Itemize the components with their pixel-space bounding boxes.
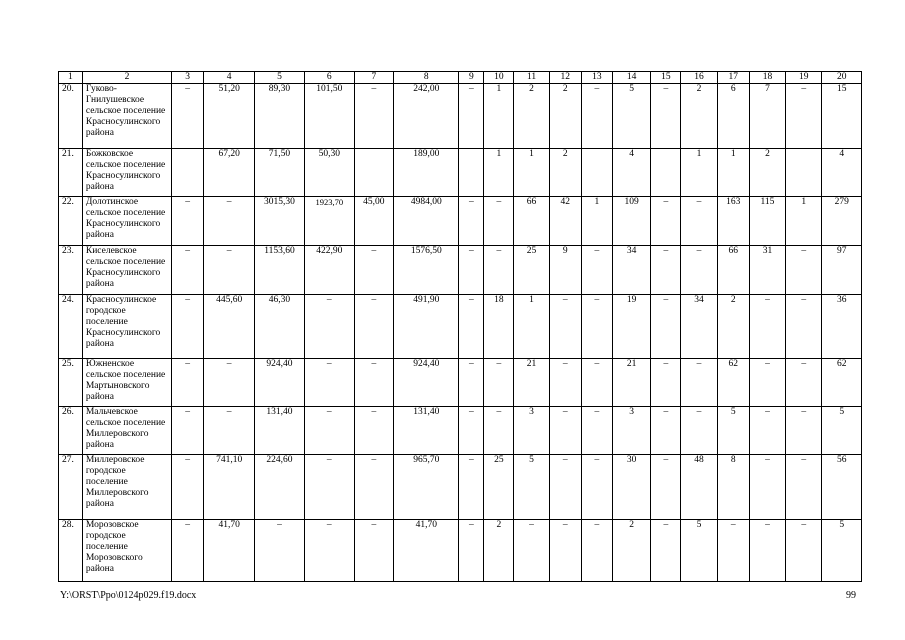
row-number: 26. (59, 407, 83, 455)
table-cell: 48 (681, 455, 717, 520)
table-cell: – (204, 359, 255, 407)
table-cell: – (484, 359, 514, 407)
table-cell: – (549, 455, 581, 520)
table-cell: 3 (612, 407, 650, 455)
table-cell: – (681, 197, 717, 246)
table-cell: 741,10 (204, 455, 255, 520)
table-cell (354, 149, 393, 197)
table-cell: 2 (514, 84, 549, 149)
table-cell: – (354, 407, 393, 455)
table-cell: – (786, 520, 822, 582)
table-cell: 1153,60 (255, 246, 305, 295)
table-cell: – (651, 359, 681, 407)
table-cell: – (717, 520, 749, 582)
table-row (59, 149, 862, 197)
table-cell: 62 (717, 359, 749, 407)
table-cell: 101,50 (304, 84, 354, 149)
table-cell: 1 (786, 197, 822, 246)
table-cell: – (255, 520, 305, 582)
table-cell: 41,70 (204, 520, 255, 582)
table-cell: – (786, 295, 822, 359)
table-cell: 3015,30 (255, 197, 305, 246)
table-cell: 965,70 (394, 455, 459, 520)
table-cell: – (172, 359, 204, 407)
table-cell: 131,40 (394, 407, 459, 455)
table-header-row (59, 72, 862, 84)
table-cell: 42 (549, 197, 581, 246)
table-cell: 115 (749, 197, 785, 246)
column-header: 4 (204, 72, 255, 84)
table-cell: – (786, 407, 822, 455)
table-cell: 924,40 (394, 359, 459, 407)
table-cell: 3 (514, 407, 549, 455)
column-header: 11 (514, 72, 549, 84)
table-cell: – (304, 295, 354, 359)
table-cell: 1 (717, 149, 749, 197)
table-cell: – (304, 455, 354, 520)
table-cell: – (172, 197, 204, 246)
table-cell: – (581, 455, 612, 520)
settlement-name: Морозовское городское поселение Морозовского района (82, 520, 171, 582)
settlement-name: Мальчевское сельское поселение Миллеровского района (82, 407, 171, 455)
table-cell: 2 (717, 295, 749, 359)
table-cell: – (651, 197, 681, 246)
table-cell: – (749, 359, 785, 407)
table-cell: – (172, 84, 204, 149)
table-cell: 8 (717, 455, 749, 520)
table-cell: 1576,50 (394, 246, 459, 295)
table-cell: 21 (612, 359, 650, 407)
table-cell: – (204, 407, 255, 455)
table-cell: – (749, 295, 785, 359)
settlement-name: Гуково-Гнилушевское сельское поселение Красносулинского района (82, 84, 171, 149)
table-cell: 19 (612, 295, 650, 359)
table-cell: 1 (681, 149, 717, 197)
settlement-name: Долотинское сельское поселение Красносулинского района (82, 197, 171, 246)
table-cell: 445,60 (204, 295, 255, 359)
table-cell: – (459, 407, 484, 455)
table-cell: – (786, 246, 822, 295)
row-number: 25. (59, 359, 83, 407)
table-cell: 5 (717, 407, 749, 455)
table-cell: – (172, 246, 204, 295)
table-cell: 46,30 (255, 295, 305, 359)
table-cell: 5 (822, 520, 862, 582)
column-header: 9 (459, 72, 484, 84)
settlement-name: Южненское сельское поселение Мартыновского района (82, 359, 171, 407)
table-cell (581, 149, 612, 197)
table-cell: 5 (612, 84, 650, 149)
table-cell: – (459, 520, 484, 582)
column-header: 19 (786, 72, 822, 84)
table-cell: 109 (612, 197, 650, 246)
column-header: 10 (484, 72, 514, 84)
table-cell: – (459, 246, 484, 295)
settlement-name: Киселевское сельское поселение Красносулинского района (82, 246, 171, 295)
table-cell: – (549, 407, 581, 455)
table-cell: 34 (681, 295, 717, 359)
table-cell: 25 (514, 246, 549, 295)
table-row (59, 520, 862, 582)
table-cell: 4 (822, 149, 862, 197)
table-cell: 4984,00 (394, 197, 459, 246)
table-cell: 491,90 (394, 295, 459, 359)
table-cell: 2 (612, 520, 650, 582)
table-cell: – (459, 359, 484, 407)
table-cell: 25 (484, 455, 514, 520)
table-cell: – (204, 246, 255, 295)
table-cell (459, 149, 484, 197)
table-cell: 62 (822, 359, 862, 407)
table-row (59, 84, 862, 149)
row-number: 23. (59, 246, 83, 295)
table-cell: – (681, 246, 717, 295)
row-number: 24. (59, 295, 83, 359)
table-cell: 279 (822, 197, 862, 246)
table-cell: 31 (749, 246, 785, 295)
table-cell: 1 (514, 149, 549, 197)
table-cell (172, 149, 204, 197)
table-cell: 56 (822, 455, 862, 520)
row-number: 22. (59, 197, 83, 246)
column-header: 8 (394, 72, 459, 84)
table-cell: – (581, 407, 612, 455)
column-header: 17 (717, 72, 749, 84)
table-cell: – (304, 520, 354, 582)
table-cell: – (651, 246, 681, 295)
table-cell: – (749, 520, 785, 582)
table-cell: – (651, 520, 681, 582)
table-cell: 1 (514, 295, 549, 359)
table-cell: – (204, 197, 255, 246)
table-cell: 4 (612, 149, 650, 197)
column-header: 16 (681, 72, 717, 84)
table-cell: 21 (514, 359, 549, 407)
table-cell: – (354, 455, 393, 520)
table-cell: – (304, 359, 354, 407)
table-cell: – (304, 407, 354, 455)
table-cell: – (354, 84, 393, 149)
settlement-name: Божковское сельское поселение Красносулинского района (82, 149, 171, 197)
settlement-name: Красносулинское городское поселение Красносулинского района (82, 295, 171, 359)
table-cell: – (459, 197, 484, 246)
table-row (59, 246, 862, 295)
table-cell: – (354, 246, 393, 295)
table-cell (786, 149, 822, 197)
table-cell: – (749, 407, 785, 455)
table-cell: 45,00 (354, 197, 393, 246)
table-cell: 6 (717, 84, 749, 149)
table-cell: – (484, 197, 514, 246)
table-cell: – (786, 84, 822, 149)
column-header: 12 (549, 72, 581, 84)
table-cell: 89,30 (255, 84, 305, 149)
table-cell: – (514, 520, 549, 582)
row-number: 28. (59, 520, 83, 582)
table-cell: 163 (717, 197, 749, 246)
table-cell: 131,40 (255, 407, 305, 455)
table-cell: 5 (514, 455, 549, 520)
table-cell: – (484, 407, 514, 455)
table-cell: 2 (484, 520, 514, 582)
column-header: 14 (612, 72, 650, 84)
column-header: 7 (354, 72, 393, 84)
row-number: 21. (59, 149, 83, 197)
table-cell: – (549, 520, 581, 582)
column-header: 15 (651, 72, 681, 84)
table-body (59, 84, 862, 582)
table-cell: 2 (549, 84, 581, 149)
column-header: 3 (172, 72, 204, 84)
table-cell: 242,00 (394, 84, 459, 149)
table-cell: – (354, 295, 393, 359)
footer-file-path: Y:\ORST\Ppo\0124p029.f19.docx (60, 590, 197, 601)
column-header: 5 (255, 72, 305, 84)
table-cell: 5 (822, 407, 862, 455)
table-cell: 50,30 (304, 149, 354, 197)
table-cell: 9 (549, 246, 581, 295)
column-header: 2 (82, 72, 171, 84)
table-cell: 1 (484, 84, 514, 149)
settlement-name: Миллеровское городское поселение Миллеровского района (82, 455, 171, 520)
table-cell: 1923,70 (304, 197, 354, 246)
table-cell: 18 (484, 295, 514, 359)
table-cell: – (651, 455, 681, 520)
table-cell: 1 (581, 197, 612, 246)
table-cell: – (581, 359, 612, 407)
table-cell: – (354, 520, 393, 582)
table-cell: – (581, 84, 612, 149)
table-cell: – (172, 407, 204, 455)
table-cell: 924,40 (255, 359, 305, 407)
footer-page-number: 99 (846, 590, 856, 601)
table-cell: 34 (612, 246, 650, 295)
table-cell: – (484, 246, 514, 295)
table-cell: – (681, 407, 717, 455)
table-cell: – (459, 295, 484, 359)
table-cell: 2 (681, 84, 717, 149)
table-cell: 2 (549, 149, 581, 197)
table-cell: 97 (822, 246, 862, 295)
table-cell: 1 (484, 149, 514, 197)
table-cell: 224,60 (255, 455, 305, 520)
table-cell: 30 (612, 455, 650, 520)
table-cell: 422,90 (304, 246, 354, 295)
table-cell: – (459, 455, 484, 520)
table-cell: – (172, 455, 204, 520)
table-cell: – (581, 520, 612, 582)
table-cell: 2 (749, 149, 785, 197)
table-cell: 7 (749, 84, 785, 149)
table-cell: – (749, 455, 785, 520)
table-cell: 15 (822, 84, 862, 149)
column-header: 18 (749, 72, 785, 84)
table-cell: – (651, 295, 681, 359)
column-header: 13 (581, 72, 612, 84)
table-row (59, 359, 862, 407)
row-number: 20. (59, 84, 83, 149)
table-cell: – (681, 359, 717, 407)
table-cell: 67,20 (204, 149, 255, 197)
table-cell: – (581, 246, 612, 295)
table-cell: 36 (822, 295, 862, 359)
table-cell: – (459, 84, 484, 149)
row-number: 27. (59, 455, 83, 520)
table-cell: – (651, 84, 681, 149)
table-cell: – (651, 407, 681, 455)
table-cell: – (354, 359, 393, 407)
table-cell: – (172, 295, 204, 359)
table-row (59, 407, 862, 455)
table-cell (651, 149, 681, 197)
table-row (59, 455, 862, 520)
table-cell: – (786, 455, 822, 520)
table-cell: – (786, 359, 822, 407)
column-header: 6 (304, 72, 354, 84)
table-cell: 189,00 (394, 149, 459, 197)
column-header: 20 (822, 72, 862, 84)
table-cell: – (172, 520, 204, 582)
table-cell: 5 (681, 520, 717, 582)
table-row (59, 295, 862, 359)
table-cell: 41,70 (394, 520, 459, 582)
table-cell: – (581, 295, 612, 359)
table-cell: 71,50 (255, 149, 305, 197)
table-cell: 51,20 (204, 84, 255, 149)
table-cell: – (549, 359, 581, 407)
column-header: 1 (59, 72, 83, 84)
table-cell: 66 (514, 197, 549, 246)
table-row (59, 197, 862, 246)
table-cell: 66 (717, 246, 749, 295)
data-table (58, 71, 862, 582)
table-cell: – (549, 295, 581, 359)
